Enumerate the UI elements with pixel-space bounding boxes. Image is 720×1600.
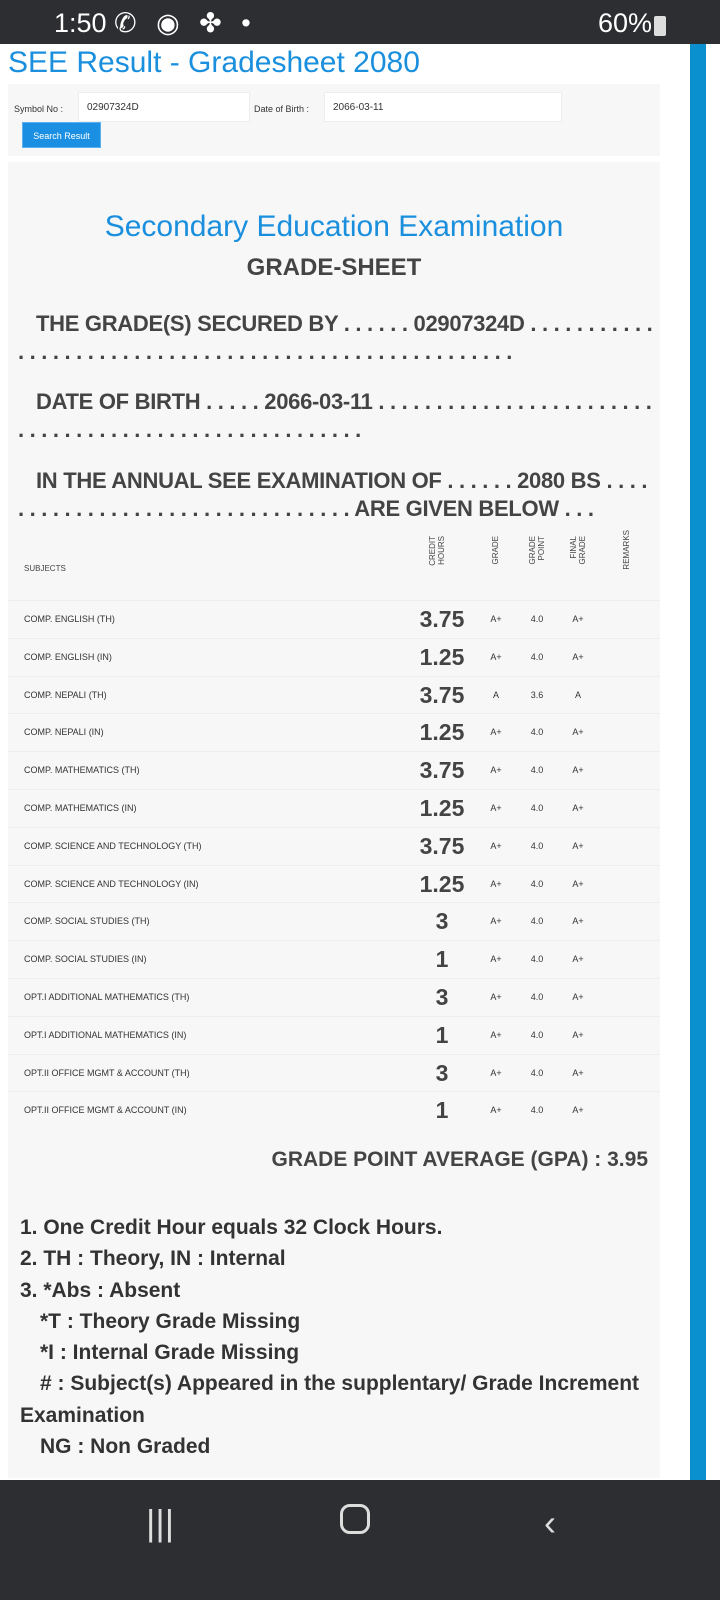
grade-point: 4.0 xyxy=(530,614,544,624)
grade-point: 4.0 xyxy=(530,802,544,813)
final-grade: A+ xyxy=(572,1105,584,1116)
credit-hours: 3.75 xyxy=(419,757,465,784)
grade-point: 4.0 xyxy=(530,727,544,738)
secured-by-line: THE GRADE(S) SECURED BY . . . . . . 02907324D . . . . . . . . . . . . . . . . . . . . . . . . . . . . . . . . . . . . . . . . . . . . . . . . . . . . . . xyxy=(18,311,653,364)
grade-point: 4.0 xyxy=(530,840,544,851)
scrollbar[interactable] xyxy=(690,44,706,1480)
final-grade: A+ xyxy=(572,651,584,662)
back-icon[interactable]: ‹ xyxy=(544,1502,556,1543)
table-row xyxy=(8,1016,660,1054)
table-row xyxy=(8,638,660,676)
subject: COMP. NEPALI (IN) xyxy=(24,727,104,738)
grade: A+ xyxy=(490,840,502,851)
grade: A+ xyxy=(490,878,502,889)
page-heading: SEE Result - Gradesheet 2080 xyxy=(8,46,420,79)
search-form xyxy=(8,84,660,156)
grade: A+ xyxy=(490,1105,502,1116)
subject: COMP. SCIENCE AND TECHNOLOGY (IN) xyxy=(24,878,199,889)
status-bar xyxy=(0,0,720,44)
final-grade: A+ xyxy=(572,1067,584,1078)
credit-hours: 1.25 xyxy=(419,719,465,746)
subject: COMP. ENGLISH (IN) xyxy=(24,651,112,662)
subject: COMP. MATHEMATICS (TH) xyxy=(24,765,140,776)
grade: A+ xyxy=(490,1067,502,1078)
credit-hours: 1.25 xyxy=(419,643,465,670)
grade: A+ xyxy=(490,727,502,738)
dob-input[interactable]: 2066-03-11 xyxy=(324,92,562,122)
note: *I : Internal Grade Missing xyxy=(40,1341,300,1365)
note: 3. *Abs : Absent xyxy=(20,1278,181,1302)
credit-hours: 3.75 xyxy=(419,681,465,708)
table-row xyxy=(8,751,660,789)
table-row xyxy=(8,827,660,865)
navigation-bar xyxy=(0,1480,720,1600)
exam-title: Secondary Education Examination xyxy=(104,210,564,243)
credit-hours: 3.75 xyxy=(419,832,465,859)
header-remarks: REMARKS xyxy=(622,530,631,570)
note: NG : Non Graded xyxy=(40,1435,211,1459)
table-row xyxy=(8,865,660,903)
grade-point: 4.0 xyxy=(530,991,544,1002)
grade-point: 4.0 xyxy=(530,1105,544,1116)
note: *T : Theory Grade Missing xyxy=(40,1309,301,1333)
subject: OPT.I ADDITIONAL MATHEMATICS (IN) xyxy=(24,1029,187,1040)
sheet-subtitle: GRADE-SHEET xyxy=(246,254,422,281)
table-header xyxy=(8,530,660,600)
credit-hours: 3 xyxy=(435,908,449,935)
recent-apps-icon[interactable]: ||| xyxy=(146,1502,175,1543)
subject: COMP. SOCIAL STUDIES (IN) xyxy=(24,954,147,965)
subject: COMP. ENGLISH (TH) xyxy=(24,614,115,624)
symbol-input[interactable]: 02907324D xyxy=(78,92,250,122)
table-row xyxy=(8,978,660,1016)
grade-point: 4.0 xyxy=(530,916,544,927)
table-row xyxy=(8,1091,660,1129)
grade-point: 4.0 xyxy=(530,1067,544,1078)
table-row xyxy=(8,600,660,638)
note: 1. One Credit Hour equals 32 Clock Hours. xyxy=(20,1216,443,1239)
final-grade: A+ xyxy=(572,614,584,624)
credit-hours: 1 xyxy=(435,1097,449,1124)
final-grade: A+ xyxy=(572,954,584,965)
grade-point: 4.0 xyxy=(530,878,544,889)
grade: A+ xyxy=(490,1029,502,1040)
subject: COMP. SOCIAL STUDIES (TH) xyxy=(24,916,150,927)
grade: A+ xyxy=(490,991,502,1002)
credit-hours: 3.75 xyxy=(419,606,465,632)
battery-percent: 60% xyxy=(597,8,652,38)
subject: COMP. NEPALI (TH) xyxy=(24,689,107,700)
final-grade: A+ xyxy=(572,765,584,776)
symbol-label: Symbol No : xyxy=(14,104,64,114)
subject: COMP. SCIENCE AND TECHNOLOGY (TH) xyxy=(24,840,202,851)
grade: A+ xyxy=(490,651,502,662)
gpa: GRADE POINT AVERAGE (GPA) : 3.95 xyxy=(271,1148,648,1171)
grade-point: 4.0 xyxy=(530,954,544,965)
credit-hours: 1 xyxy=(435,1021,449,1048)
dob-line: DATE OF BIRTH . . . . . 2066-03-11 . . . . . . . . . . . . . . . . . . . . . . . . . . . . . . . . . . . . . . . . . . . . . . . . . . . . . . xyxy=(18,389,652,442)
dob-label: Date of Birth : xyxy=(254,104,310,114)
header-final-grade: FINAL GRADE xyxy=(569,536,587,565)
grade: A+ xyxy=(490,765,502,776)
header-credit: CREDIT HOURS xyxy=(428,536,446,566)
grade-point: 4.0 xyxy=(530,765,544,776)
final-grade: A+ xyxy=(572,991,584,1002)
table-row xyxy=(8,713,660,751)
search-result-button[interactable]: Search Result xyxy=(22,122,101,148)
grade: A+ xyxy=(490,614,502,624)
battery-icon xyxy=(654,16,666,36)
final-grade: A+ xyxy=(572,878,584,889)
grade: A xyxy=(492,689,499,700)
notification-icons: ✆ ◉ ✤ • xyxy=(114,8,257,38)
grade-point: 3.6 xyxy=(530,689,544,700)
credit-hours: 1 xyxy=(435,946,449,973)
header-grade-point: GRADE POINT xyxy=(528,536,546,565)
grade-sheet xyxy=(8,162,660,1478)
header-grade: GRADE xyxy=(491,536,500,565)
grade: A+ xyxy=(490,916,502,927)
grade-point: 4.0 xyxy=(530,651,544,662)
final-grade: A+ xyxy=(572,840,584,851)
final-grade: A xyxy=(574,689,581,700)
credit-hours: 3 xyxy=(435,1059,449,1086)
clock: 1:50 xyxy=(54,8,107,38)
table-row xyxy=(8,940,660,978)
final-grade: A+ xyxy=(572,802,584,813)
home-icon[interactable] xyxy=(340,1504,370,1534)
table-body xyxy=(8,600,660,1129)
subject: OPT.II OFFICE MGMT & ACCOUNT (IN) xyxy=(24,1105,187,1116)
grade: A+ xyxy=(490,802,502,813)
grades-table xyxy=(8,530,660,1129)
table-row xyxy=(8,789,660,827)
subject: OPT.II OFFICE MGMT & ACCOUNT (TH) xyxy=(24,1067,190,1078)
final-grade: A+ xyxy=(572,1029,584,1040)
exam-line: IN THE ANNUAL SEE EXAMINATION OF . . . . . . 2080 BS . . . . . . . . . . . . . . . . . . . . . . . . . . . . . . . . . ARE GIVEN BELOW . . . xyxy=(18,468,648,521)
notes xyxy=(20,1212,660,1462)
note: 2. TH : Theory, IN : Internal xyxy=(20,1247,286,1271)
table-row xyxy=(8,676,660,714)
note: # : Subject(s) Appeared in the supplentary/ Grade Increment Examination xyxy=(20,1372,640,1427)
subject: OPT.I ADDITIONAL MATHEMATICS (TH) xyxy=(24,991,190,1002)
subject: COMP. MATHEMATICS (IN) xyxy=(24,802,137,813)
table-row xyxy=(8,902,660,940)
final-grade: A+ xyxy=(572,916,584,927)
final-grade: A+ xyxy=(572,727,584,738)
header-subjects: SUBJECTS xyxy=(24,564,66,573)
credit-hours: 1.25 xyxy=(419,794,465,821)
grade: A+ xyxy=(490,954,502,965)
credit-hours: 1.25 xyxy=(419,870,465,897)
table-row xyxy=(8,1054,660,1092)
credit-hours: 3 xyxy=(435,983,449,1010)
grade-point: 4.0 xyxy=(530,1029,544,1040)
